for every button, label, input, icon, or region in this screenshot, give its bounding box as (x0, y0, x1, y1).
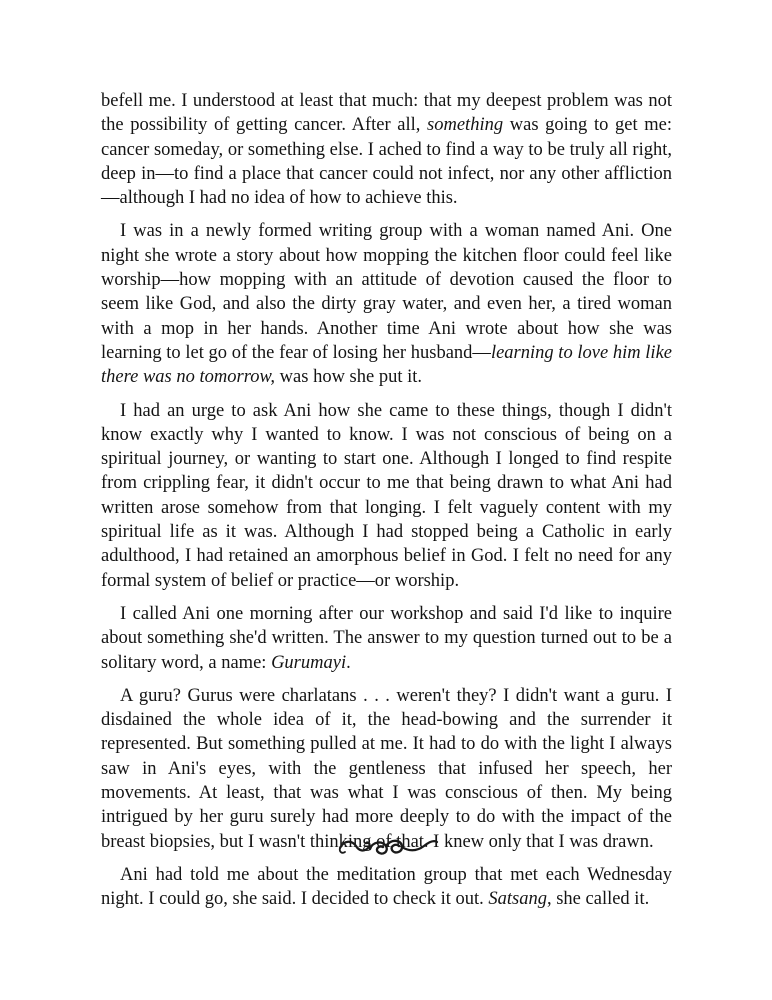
paragraph-2 (101, 219, 672, 389)
paragraph-2-emphasis: learning to love him like there was no tomorrow, (101, 342, 672, 388)
paragraph-2-text-b: was how she put it. (275, 367, 423, 388)
paragraph-5-text: A guru? Gurus were charlatans . . . weren't they? I didn't want a guru. I disdained the whole idea of it, the head-bowing and the surrender it represented. But something pulled at me. It had to do with the light I always saw in Ani's eyes, with the gentleness that infused her speech, her movements. At least, that was what I was conscious of then. My being intrigued by her guru surely had more deeply to do with the impact of the breast biopsies, but I wasn't thinking of that. I knew only that I was drawn. (101, 685, 672, 852)
paragraph-5 (101, 684, 672, 854)
paragraph-4-emphasis: Gurumayi (271, 652, 347, 673)
paragraph-6 (101, 863, 672, 912)
section-divider-ornament (336, 834, 440, 860)
paragraph-6-text-a: Ani had told me about the meditation group that met each Wednesday night. I could go, she said. I decided to check it out. (101, 864, 672, 910)
document-page (101, 89, 672, 921)
paragraph-1-emphasis: something (427, 115, 504, 136)
paragraph-2-text-a: I was in a newly formed writing group with a woman named Ani. One night she wrote a story about how mopping the kitchen floor could feel like worship—how mopping with an attitude of devotion caused the floor to seem like God, and also the dirty gray water, and even her, a tired woman with a mop in her hands. Another time Ani wrote about how she was learning to let go of the fear of losing her husband— (101, 221, 672, 363)
paragraph-1-text-a: befell me. I understood at least that much: that my deepest problem was not the possibility of getting cancer. After all, (101, 91, 672, 136)
paragraph-1 (101, 89, 672, 210)
paragraph-3-text: I had an urge to ask Ani how she came to these things, though I didn't know exactly why I wanted to know. I was not conscious of being on a spiritual journey, or wanting to start one. Although I longed to find respite from crippling fear, it didn't occur to me that being drawn to what Ani had written arose somehow from that longing. I felt vaguely content with my spiritual life as it was. Although I had stopped being a Catholic in early adulthood, I had retained an amorphous belief in God. I felt no need for any formal system of belief or practice—or worship. (101, 400, 672, 591)
paragraph-6-text-b: , she called it. (546, 889, 650, 910)
paragraph-4 (101, 602, 672, 675)
paragraph-1-text-b: was going to get me: cancer someday, or something else. I ached to find a way to be truly all right, deep in—to find a place that cancer could not infect, nor any other affliction—although I had no idea of how to achieve this. (101, 115, 672, 209)
paragraph-4-text-a: I called Ani one morning after our workshop and said I'd like to inquire about something she'd written. The answer to my question turned out to be a solitary word, a name: (101, 603, 672, 673)
paragraph-4-text-b: . (346, 652, 351, 673)
paragraph-3 (101, 399, 672, 593)
paragraph-6-emphasis: Satsang (488, 889, 547, 910)
